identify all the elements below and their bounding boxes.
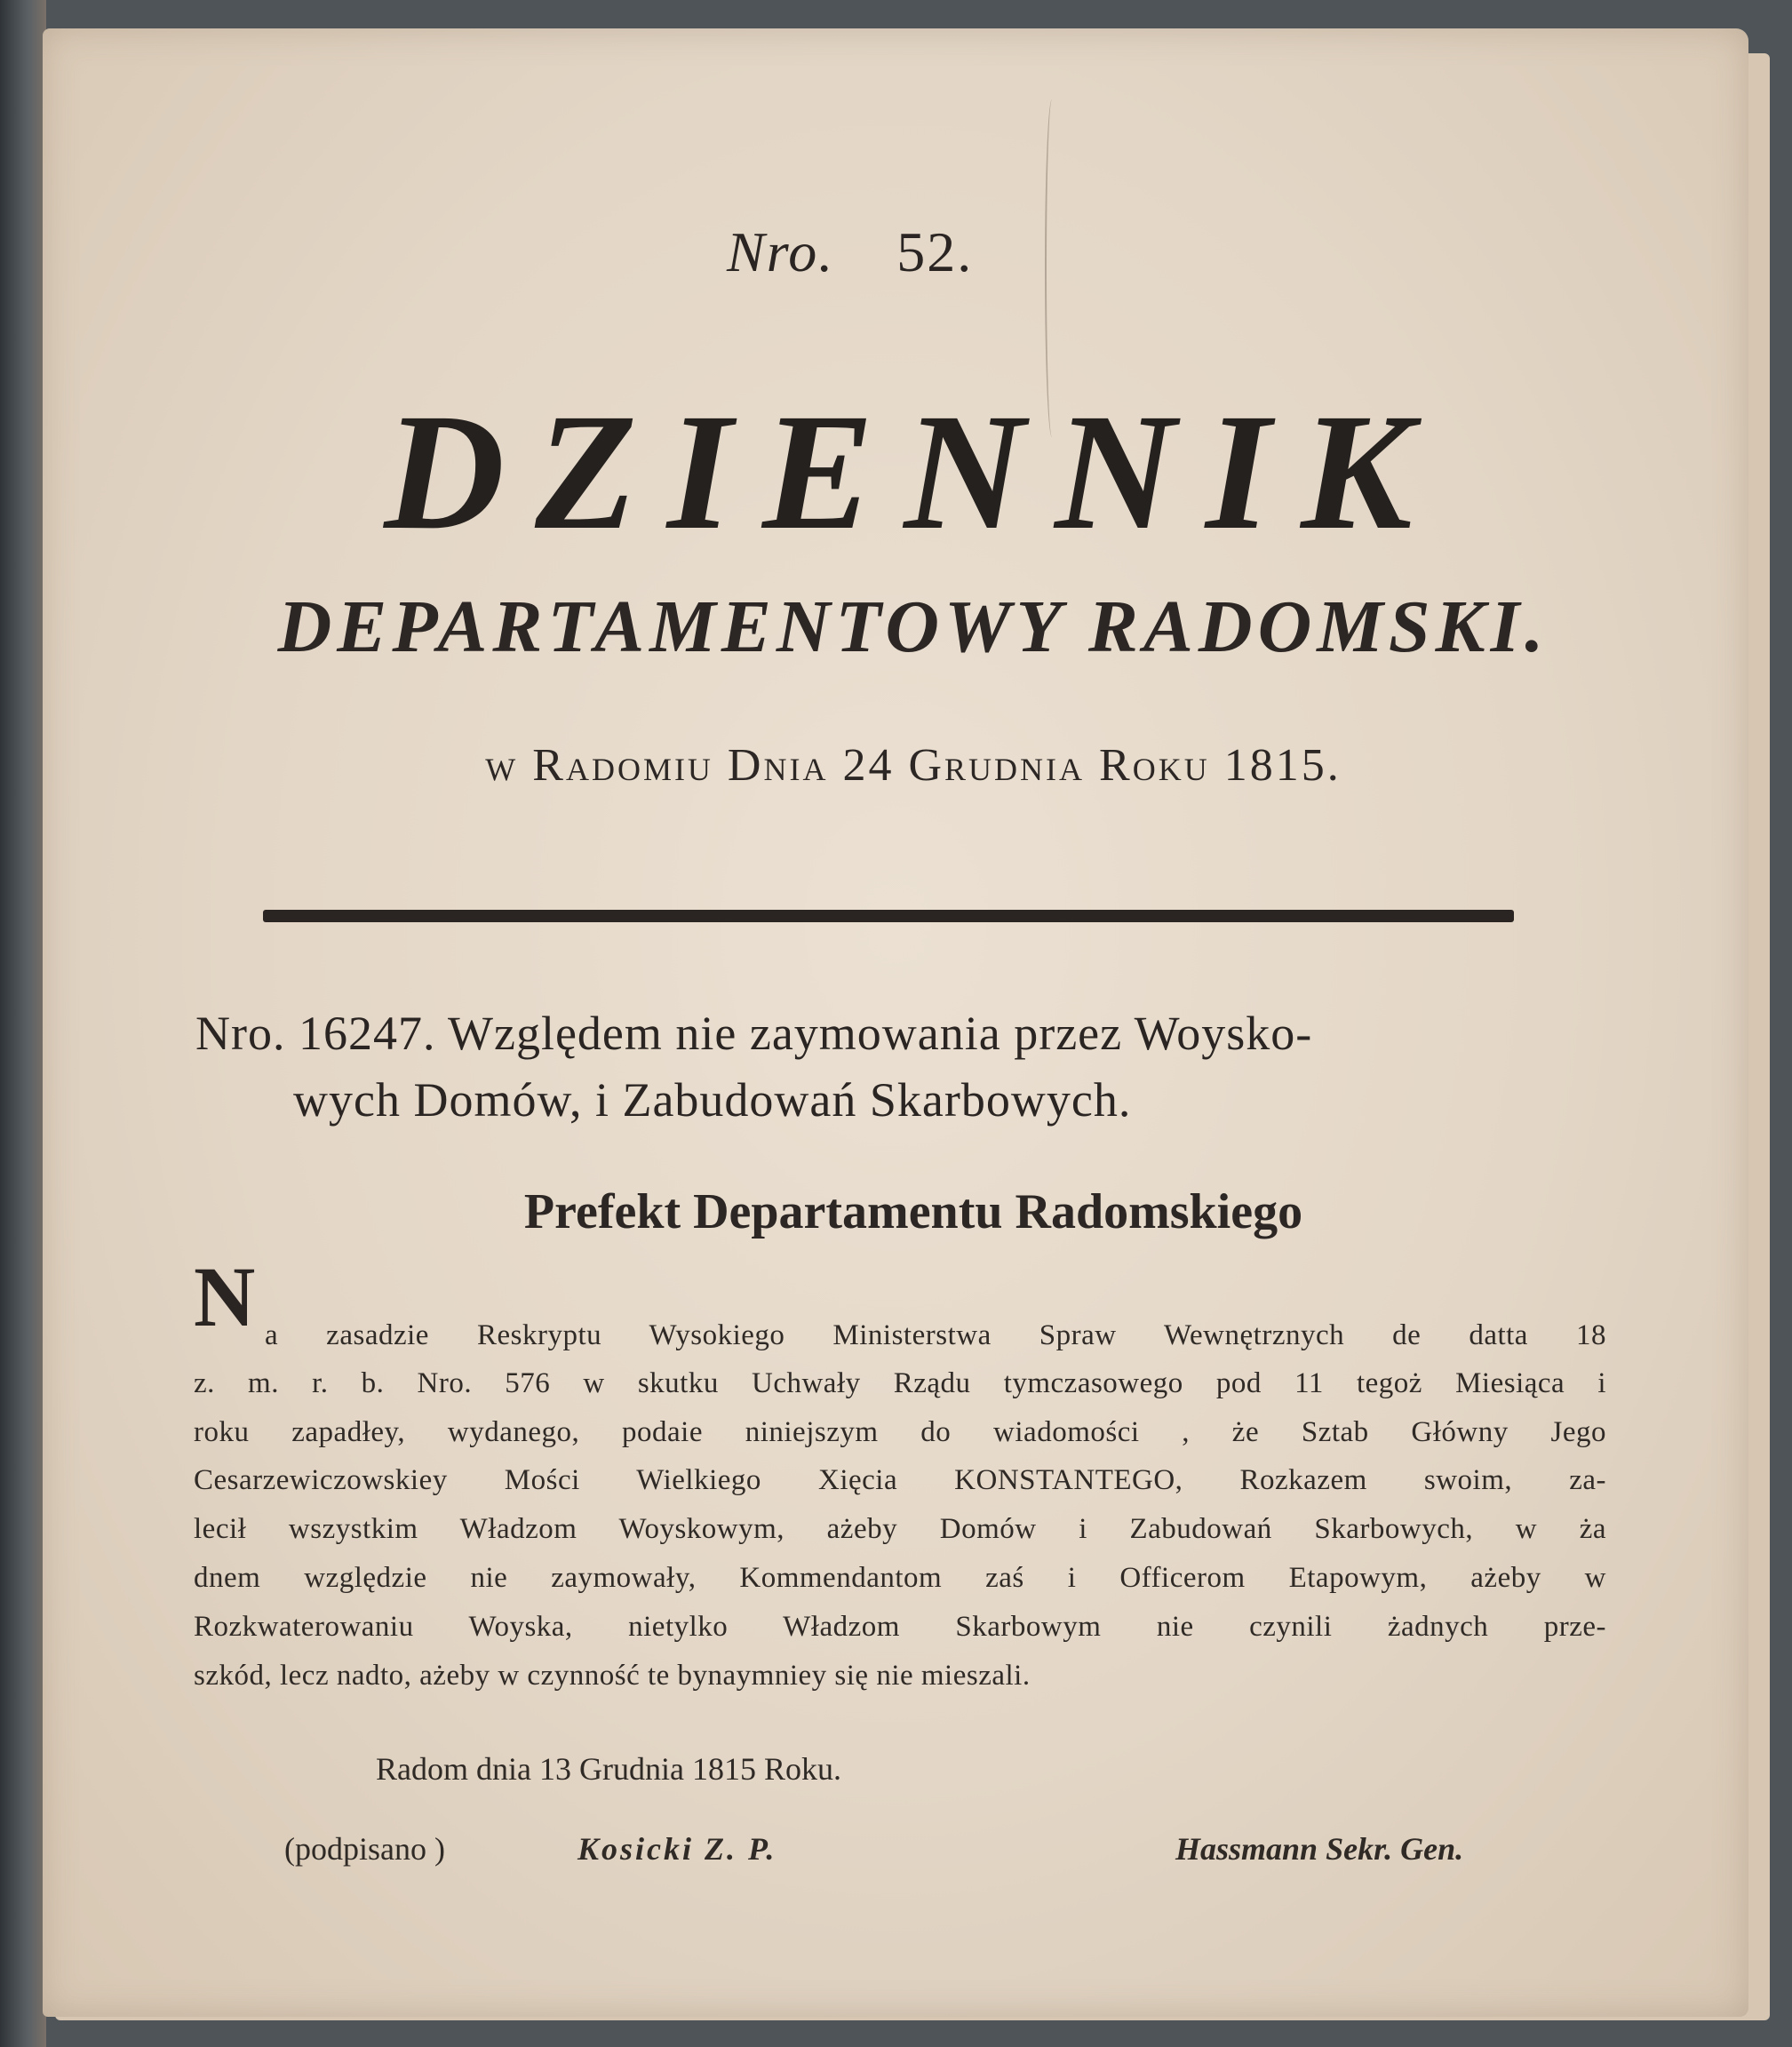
- horizontal-rule: [263, 910, 1514, 922]
- date-line: Radom dnia 13 Grudnia 1815 Roku.: [376, 1751, 841, 1787]
- body-line: z. m. r. b. Nro. 576 w skutku Uchwały Rządu tymczasowego pod 11 tegoż Miesiąca i: [194, 1367, 1606, 1399]
- issue-number-label: Nro.: [727, 220, 835, 283]
- masthead-subtitle: DEPARTAMENTOWY RADOMSKI.: [277, 585, 1549, 668]
- drop-cap: N: [194, 1249, 256, 1344]
- body-line: a zasadzie Reskryptu Wysokiego Ministerstwa Spraw Wewnętrznych de datta 18: [265, 1319, 1606, 1351]
- book-spine: [0, 0, 46, 2047]
- article-heading-line-1: Nro. 16247. Względem nie zaymowania przez Woysko-: [195, 1007, 1313, 1060]
- body-line: dnem względzie nie zaymowały, Kommendantom zaś i Officerom Etapowym, ażeby w: [194, 1562, 1606, 1594]
- issue-number: [727, 219, 973, 285]
- body-line: roku zapadłey, wydanego, podaie niniejszym do wiadomości , że Sztab Główny Jego: [194, 1416, 1606, 1448]
- issue-number-value: 52.: [896, 220, 974, 283]
- signer-name: Kosicki Z. P.: [577, 1831, 777, 1867]
- masthead-title: DZIENNIK: [384, 378, 1443, 564]
- signed-label: (podpisano ): [284, 1831, 445, 1867]
- body-line: Rozkwaterowaniu Woyska, nietylko Władzom Skarbowym nie czynili żadnych prze-: [194, 1611, 1606, 1643]
- body-line: lecił wszystkim Władzom Woyskowym, ażeby Domów i Zabudowań Skarbowych, w ża: [194, 1513, 1606, 1545]
- secretary-signature: Hassmann Sekr. Gen.: [1175, 1831, 1464, 1867]
- dateline: w Radomiu Dnia 24 Grudnia Roku 1815.: [485, 740, 1342, 791]
- document-page: [43, 28, 1748, 2017]
- body-line: Cesarzewiczowskiey Mości Wielkiego Xięcia KONSTANTEGO, Rozkazem swoim, za-: [194, 1464, 1606, 1496]
- article-heading-line-2: wych Domów, i Zabudowań Skarbowych.: [293, 1073, 1132, 1127]
- body-line: szkód, lecz nadto, ażeby w czynność te bynaymniey się nie mieszali.: [194, 1660, 1031, 1692]
- issuer-heading: Prefekt Departamentu Radomskiego: [523, 1184, 1303, 1239]
